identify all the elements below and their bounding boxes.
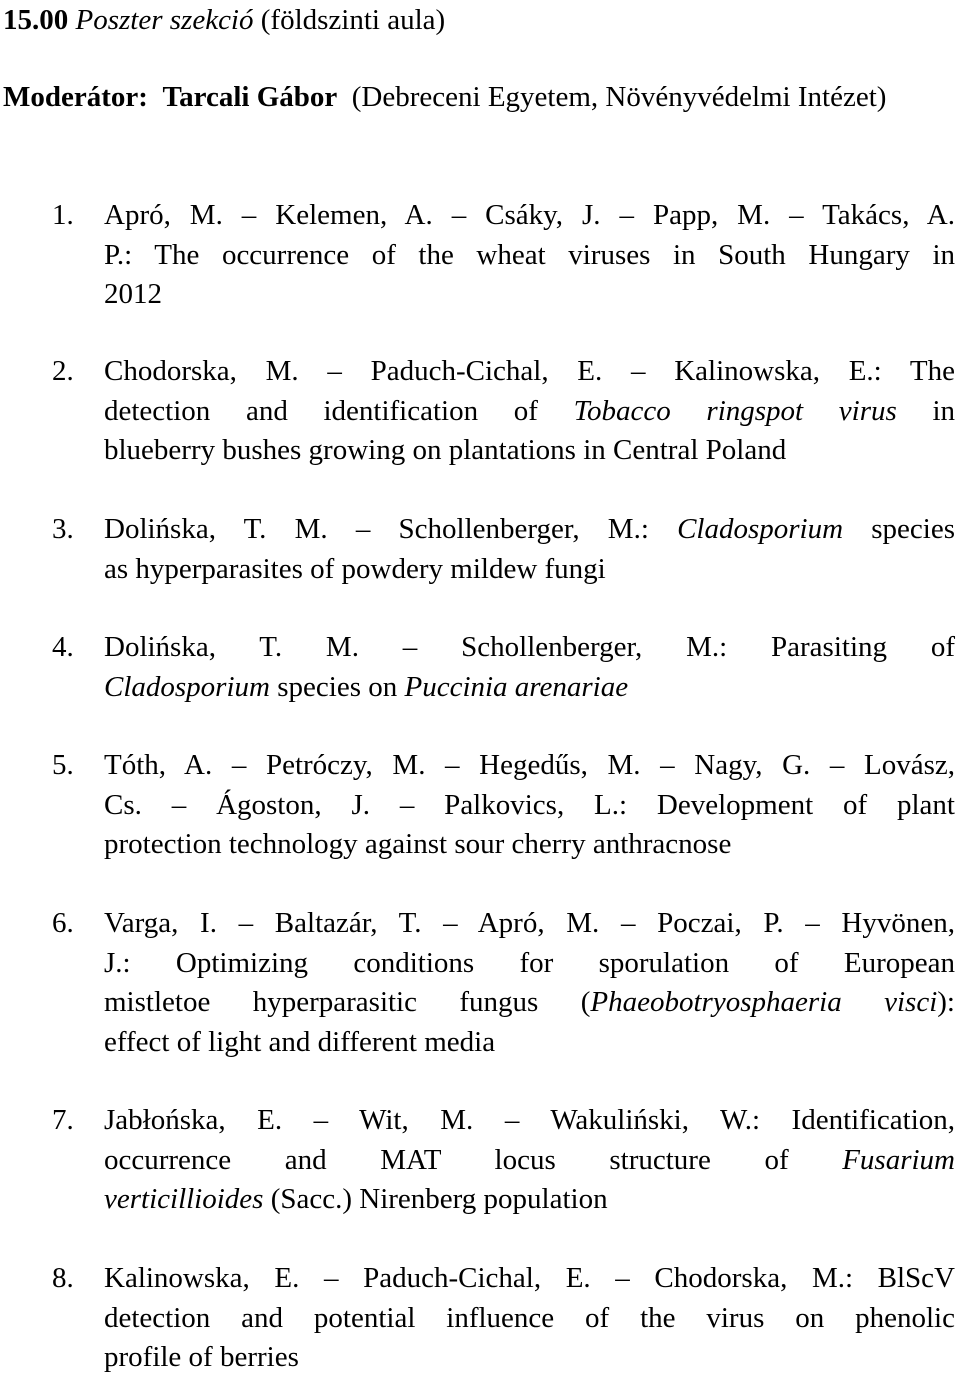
item-species-name: Fusarium: [842, 1143, 955, 1176]
item-number: 5.: [52, 749, 74, 781]
item-line: P.: The occurrence of the wheat viruses in South Hungary in: [104, 238, 955, 271]
item-text: [104, 628, 955, 707]
item-line: [104, 668, 955, 708]
item-species-name: Tobacco ringspot virus: [573, 394, 897, 427]
item-line: Tóth, A. – Petróczy, M. – Hegedűs, M. – Nagy, G. – Lovász,: [104, 749, 955, 781]
moderator-line: [3, 78, 955, 117]
item-line: Varga, I. – Baltazár, T. – Apró, M. – Poczai, P. – Hyvönen,: [104, 907, 955, 939]
item-text-run: species: [843, 513, 955, 545]
session-time: 15.00: [3, 4, 69, 36]
list-item: [0, 746, 955, 865]
item-number: 8.: [52, 1262, 74, 1294]
session-location: (földszinti aula): [260, 4, 446, 36]
item-text-run: occurrence and MAT locus structure of: [104, 1143, 843, 1176]
list-item: [0, 352, 955, 471]
item-text-run: mistletoe hyperparasitic fungus (: [104, 986, 591, 1018]
list-item: [0, 196, 955, 315]
item-number: 6.: [52, 907, 74, 939]
item-line: protection technology against sour cherry anthracnose: [104, 828, 732, 860]
item-line: detection and potential influence of the virus on phenolic: [104, 1301, 955, 1334]
item-text: [104, 746, 955, 865]
item-line: Cs. – Ágoston, J. – Palkovics, L.: Development of plant: [104, 788, 955, 821]
item-line: [104, 1180, 955, 1220]
item-number: 1.: [52, 199, 74, 231]
list-item: [0, 628, 955, 707]
item-line: J.: Optimizing conditions for sporulation of European: [104, 946, 955, 979]
item-text-run: Dolińska, T. M. – Schollenberger, M.:: [104, 513, 678, 545]
list-item: [0, 510, 955, 589]
item-text: [104, 1101, 955, 1220]
session-title: Poszter szekció: [75, 4, 254, 36]
item-line: blueberry bushes growing on plantations in Central Poland: [104, 434, 787, 466]
item-line: [104, 392, 955, 432]
item-line: Kalinowska, E. – Paduch-Cichal, E. – Chodorska, M.: BlScV: [104, 1262, 955, 1294]
item-line: [104, 1141, 955, 1181]
list-item: [0, 904, 955, 1062]
item-line: 2012: [104, 278, 162, 310]
item-species-name: Cladosporium: [104, 670, 270, 703]
item-species-name: verticillioides: [104, 1183, 264, 1215]
item-number: 3.: [52, 513, 74, 545]
moderator-affiliation: (Debreceni Egyetem, Növényvédelmi Intézet): [351, 81, 887, 113]
item-species-name: Phaeobotryosphaeria visci: [590, 986, 938, 1018]
item-line: Jabłońska, E. – Wit, M. – Wakuliński, W.: Identification,: [104, 1104, 955, 1136]
item-line: as hyperparasites of powdery mildew fungi: [104, 552, 606, 585]
item-text: [104, 510, 955, 589]
item-number: 7.: [52, 1104, 74, 1136]
item-line: profile of berries: [104, 1341, 299, 1373]
item-text-run: in: [896, 394, 955, 427]
moderator-name: Tarcali Gábor: [162, 81, 338, 113]
item-line: Apró, M. – Kelemen, A. – Csáky, J. – Papp, M. – Takács, A.: [104, 199, 955, 231]
item-number: 2.: [52, 355, 74, 387]
list-item: [0, 1259, 955, 1378]
item-line: [104, 983, 955, 1023]
item-species-name: Puccinia arenariae: [404, 670, 629, 703]
item-text-run: species on: [269, 670, 405, 703]
item-text-run: (Sacc.) Nirenberg population: [263, 1183, 608, 1215]
item-text: [104, 904, 955, 1062]
item-text-run: ):: [937, 986, 955, 1018]
item-number: 4.: [52, 631, 74, 663]
item-text: [104, 352, 955, 471]
moderator-label: Moderátor:: [3, 81, 148, 113]
item-text-run: detection and identification of: [104, 394, 574, 427]
session-heading: [3, 1, 445, 39]
item-line: Chodorska, M. – Paduch-Cichal, E. – Kalinowska, E.: The: [104, 355, 955, 387]
item-line: Dolińska, T. M. – Schollenberger, M.: Parasiting of: [104, 631, 955, 663]
item-species-name: Cladosporium: [677, 513, 844, 545]
item-text: [104, 1259, 955, 1378]
item-line: [104, 510, 955, 550]
item-line: effect of light and different media: [104, 1025, 496, 1058]
item-text: [104, 196, 955, 315]
list-item: [0, 1101, 955, 1220]
